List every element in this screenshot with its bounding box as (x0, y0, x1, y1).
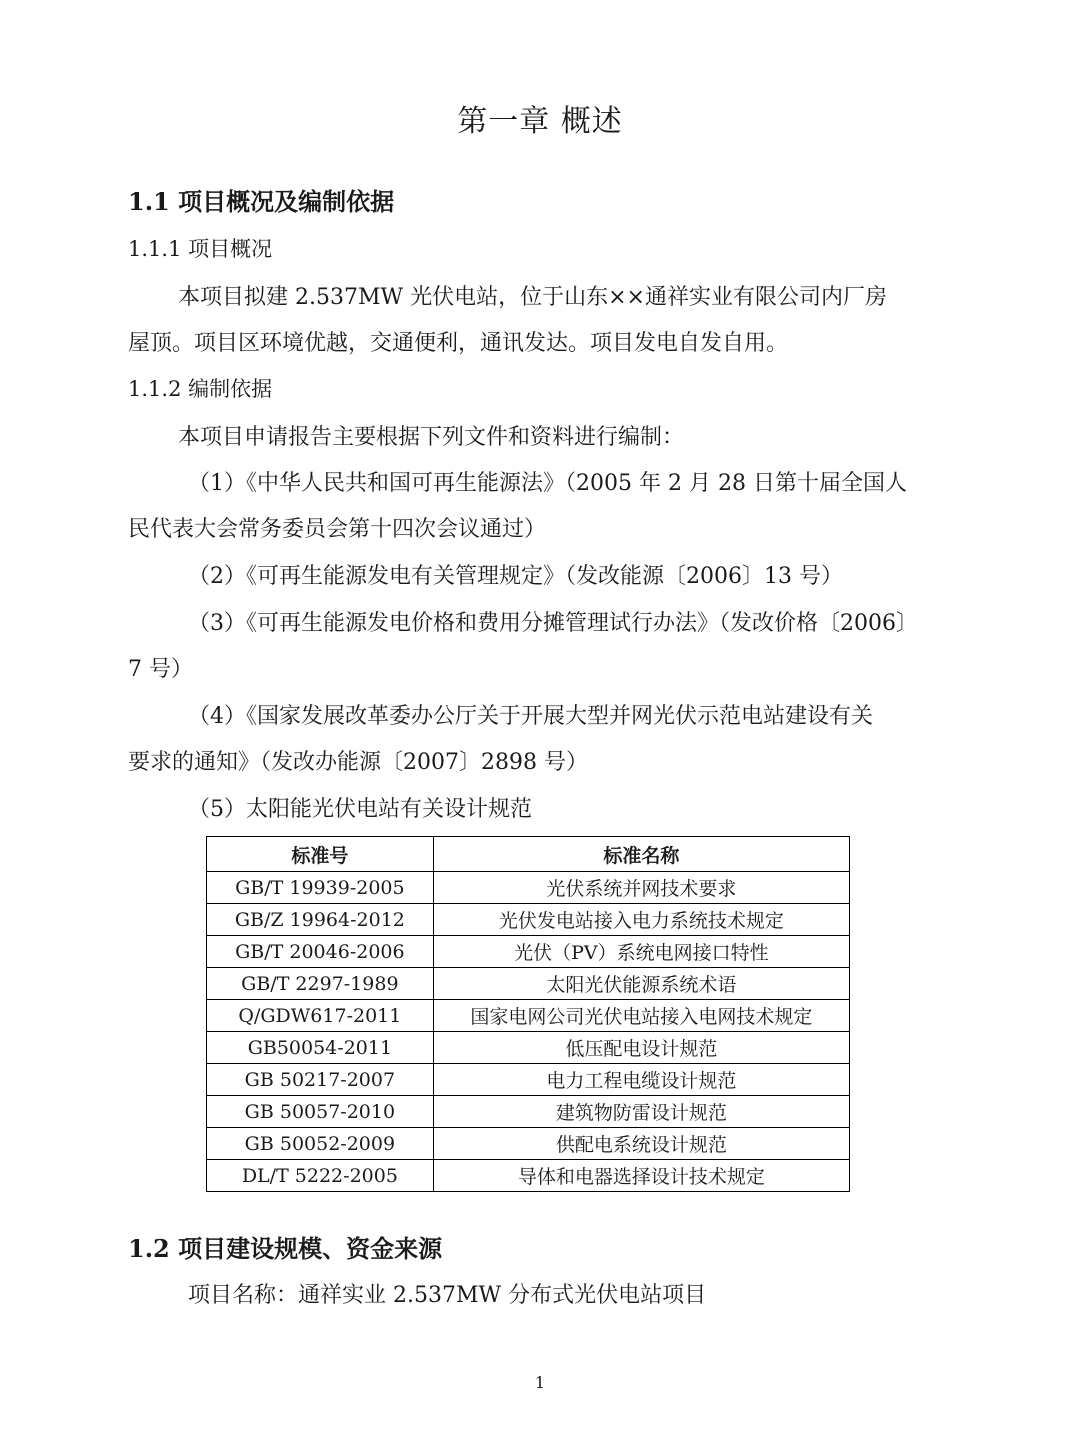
standard-name-cell: 太阳光伏能源系统术语 (433, 968, 849, 1000)
standard-name-cell: 建筑物防雷设计规范 (433, 1096, 849, 1128)
standard-no-cell: GB/Z 19964-2012 (207, 904, 434, 936)
table-row (207, 1000, 850, 1032)
table-row (207, 936, 850, 968)
standard-no-cell: GB 50052-2009 (207, 1128, 434, 1160)
standard-name-cell: 国家电网公司光伏电站接入电网技术规定 (433, 1000, 849, 1032)
project-name-line: 项目名称：通祥实业 2.537MW 分布式光伏电站项目 (188, 1283, 707, 1308)
table-row (207, 1032, 850, 1064)
section-heading-1-2: 1.2 项目建设规模、资金来源 (128, 1234, 443, 1263)
basis-item-4-line-2: 要求的通知》（发改办能源〔2007〕2898 号） (128, 750, 588, 775)
standards-table (206, 836, 850, 1192)
table-row (207, 1064, 850, 1096)
page-number: 1 (534, 1373, 546, 1392)
standard-name-cell: 光伏（PV）系统电网接口特性 (433, 936, 849, 968)
standard-no-cell: GB 50217-2007 (207, 1064, 434, 1096)
basis-item-3-line-2: 7 号） (128, 657, 193, 682)
overview-paragraph-line-1: 本项目拟建 2.537MW 光伏电站，位于山东××通祥实业有限公司内厂房 (178, 285, 887, 310)
standard-no-cell: DL/T 5222-2005 (207, 1160, 434, 1192)
table-header-row (207, 837, 850, 872)
standard-no-cell: GB/T 2297-1989 (207, 968, 434, 1000)
standard-no-cell: GB/T 20046-2006 (207, 936, 434, 968)
table-row (207, 904, 850, 936)
standard-name-cell: 光伏系统并网技术要求 (433, 872, 849, 904)
table-row (207, 1160, 850, 1192)
subsection-heading-1-1-2: 1.1.2 编制依据 (128, 377, 273, 401)
standard-name-cell: 电力工程电缆设计规范 (433, 1064, 849, 1096)
basis-item-2: （2）《可再生能源发电有关管理规定》（发改能源〔2006〕13 号） (188, 564, 843, 589)
basis-item-3-line-1: （3）《可再生能源发电价格和费用分摊管理试行办法》（发改价格〔2006〕 (188, 611, 918, 636)
column-header-standard-name: 标准名称 (433, 837, 849, 872)
basis-item-5: （5）太阳能光伏电站有关设计规范 (188, 797, 532, 822)
standard-name-cell: 光伏发电站接入电力系统技术规定 (433, 904, 849, 936)
basis-intro: 本项目申请报告主要根据下列文件和资料进行编制： (178, 425, 685, 450)
subsection-heading-1-1-1: 1.1.1 项目概况 (128, 237, 273, 261)
basis-item-4-line-1: （4）《国家发展改革委办公厅关于开展大型并网光伏示范电站建设有关 (188, 704, 873, 729)
standard-name-cell: 导体和电器选择设计技术规定 (433, 1160, 849, 1192)
section-heading-1-1: 1.1 项目概况及编制依据 (128, 187, 395, 216)
standard-no-cell: GB 50057-2010 (207, 1096, 434, 1128)
standard-name-cell: 低压配电设计规范 (433, 1032, 849, 1064)
table-row (207, 968, 850, 1000)
standard-no-cell: GB50054-2011 (207, 1032, 434, 1064)
table-row (207, 1128, 850, 1160)
chapter-title: 第一章 概述 (457, 104, 623, 139)
basis-item-1-line-1: （1）《中华人民共和国可再生能源法》（2005 年 2 月 28 日第十届全国人 (188, 471, 907, 496)
overview-paragraph-line-2: 屋顶。项目区环境优越，交通便利，通讯发达。项目发电自发自用。 (128, 331, 789, 356)
table-row (207, 872, 850, 904)
standard-name-cell: 供配电系统设计规范 (433, 1128, 849, 1160)
column-header-standard-no: 标准号 (207, 837, 434, 872)
table-row (207, 1096, 850, 1128)
basis-item-1-line-2: 民代表大会常务委员会第十四次会议通过） (128, 517, 547, 542)
standard-no-cell: GB/T 19939-2005 (207, 872, 434, 904)
standard-no-cell: Q/GDW617-2011 (207, 1000, 434, 1032)
